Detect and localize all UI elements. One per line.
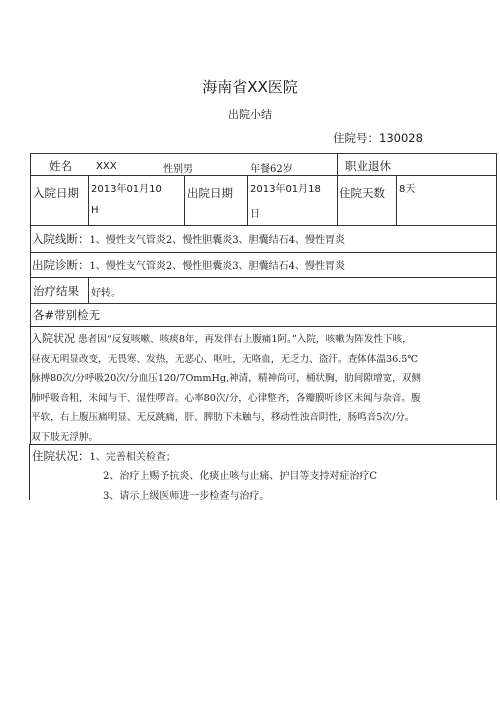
table-border: [30, 303, 497, 304]
admission-status-label: 入院状况: [31, 332, 75, 345]
stay-days-label: 住院天数: [339, 186, 385, 200]
discharge-diagnosis-text: 1、慢性支气管炎2、慢性胆囊炎3、胆囊结石4、慢性胃炎: [89, 261, 345, 272]
hospital-name: 海南省XX医院: [202, 78, 298, 96]
discharge-date-value-cont: 日: [250, 209, 260, 220]
table-border: [30, 225, 497, 226]
document-title: 出院小结: [228, 108, 272, 121]
name-label: 姓名: [49, 159, 72, 173]
stay-days-value: 8天: [399, 184, 416, 195]
admit-date-value: 2013年01月10: [91, 184, 162, 195]
table-border: [30, 175, 497, 176]
admit-date-label: 入院日期: [33, 186, 79, 200]
table-border: [184, 175, 185, 225]
course-item: 1、完善相关检查；: [89, 452, 176, 463]
discharge-date-value: 2013年01月18: [250, 184, 321, 195]
discharge-date-label: 出院日期: [187, 186, 233, 200]
table-border: [30, 277, 497, 278]
admission-status-line: 入院状况 患者因“反复咳嗽、咳痰8年，再发伴右上腹痛1阿。”入院，咳嗽为阵发性下咳，: [31, 332, 412, 345]
treatment-result-value: 好转。: [91, 288, 121, 299]
table-border: [88, 175, 89, 225]
admit-date-value-cont: H: [91, 205, 99, 216]
occupation-field: 职业退休: [345, 159, 391, 173]
course-label: 住院状况：: [32, 449, 90, 463]
admission-status: [31, 329, 495, 447]
admission-status-line: 昼夜无明显改变，无畏寒、发热，无恶心、呕吐，无咯血，无乏力、盗汗。查体体温36.5℃: [31, 353, 419, 365]
table-border: [247, 175, 248, 225]
section-title: 各#带别检无: [33, 308, 101, 322]
table-border: [30, 153, 497, 154]
course-item: 3、请示上级医师进一步检查与治疗。: [103, 491, 270, 502]
table-border: [30, 326, 497, 327]
admission-status-line: 肺呼吸音粗，未闻与干、湿性啰音。心率80次/分，心律整齐，各瓣膜听诊区未闻与杂音。腹: [31, 392, 421, 404]
admission-number: [333, 130, 423, 146]
table-border: [88, 277, 89, 303]
admission-number-label: 住院号：: [333, 131, 379, 145]
admit-diagnosis-label: 入院线断：: [32, 232, 90, 246]
table-border: [337, 153, 338, 225]
table-border: [30, 252, 497, 253]
admit-diagnosis-text: 1、慢性支气管炎2、慢性胆囊炎3、胆囊结石4、慢性胃炎: [89, 235, 345, 246]
discharge-diagnosis-label: 出院诊断：: [32, 258, 90, 272]
discharge-diagnosis: [32, 257, 345, 273]
course-item: 2、治疗上赐予抗炎、化痰止咳与止痛、护目等支持对症治疗C: [103, 471, 378, 482]
admission-status-line: 双下肢无浮肿。: [31, 431, 99, 443]
table-border: [496, 444, 497, 500]
age-field: 年餐62岁: [250, 164, 293, 175]
admission-status-line: 平软，右上腹压痛明显、无反跳痛，肝、脾肋下未触与，移动性浊音阴性，肠鸣音5次/分。: [31, 412, 415, 423]
admission-number-value: 130028: [379, 131, 423, 145]
course-first-line: [32, 448, 176, 464]
name-value: XXX: [96, 161, 117, 172]
admission-status-line: 脉搏80次/分呼吸20次/分血压120/7OmmHg,神清，精神尚可，桶状胸，肋间隙增宽，双侧: [31, 373, 421, 384]
sex-field: 性别男: [163, 164, 193, 175]
table-border: [496, 153, 497, 444]
table-border: [29, 444, 30, 500]
treatment-result-label: 治疗结果: [33, 284, 79, 298]
table-border: [396, 175, 397, 225]
admit-diagnosis: [32, 231, 345, 247]
